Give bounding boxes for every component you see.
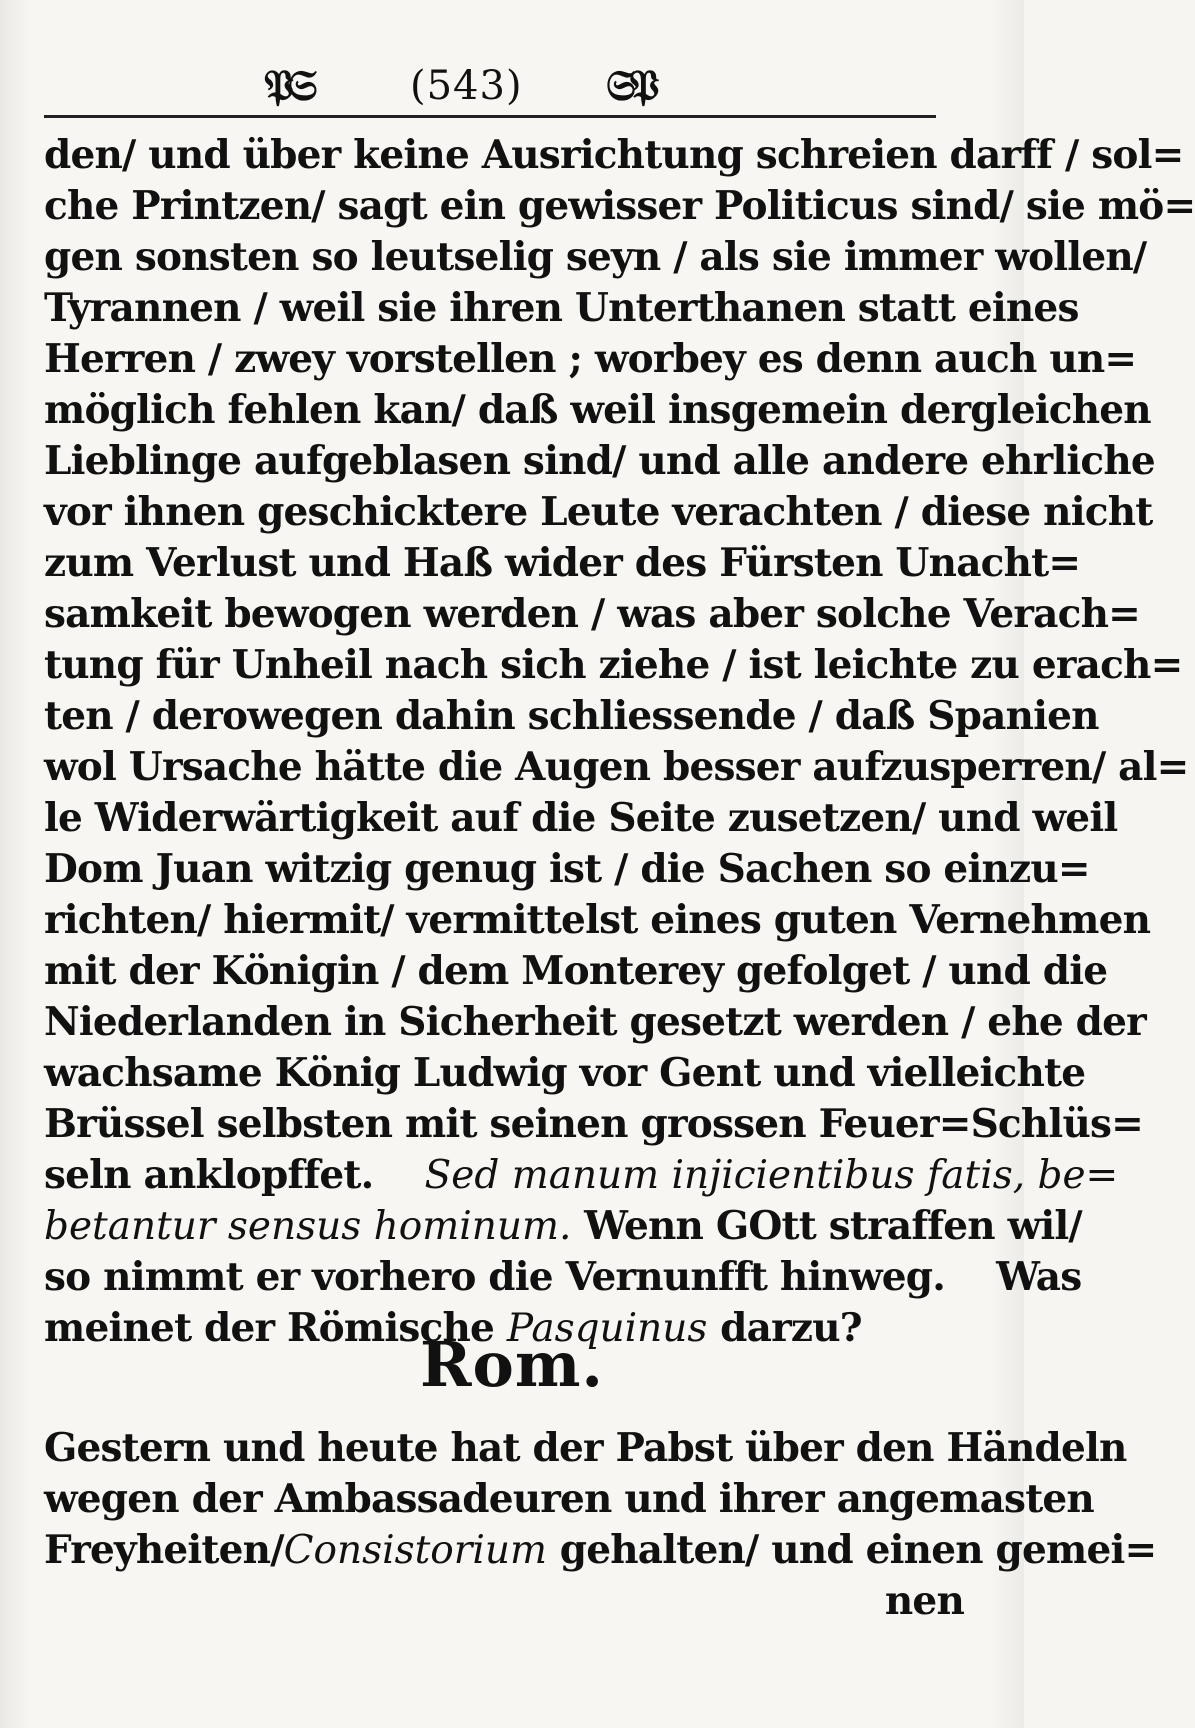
italic-term: Consistorium xyxy=(283,1528,547,1573)
text-line: Gestern und heute hat der Pabst über den Händeln xyxy=(44,1425,1127,1471)
ornament-left: 𝔓𝔖 xyxy=(264,61,312,110)
page-number: (543) xyxy=(410,63,523,109)
text-line: wegen der Ambassadeuren und ihrer angemasten xyxy=(44,1476,1094,1522)
text-line: Brüssel selbsten mit seinen grossen Feuer=Schlüs= xyxy=(44,1101,1144,1147)
catchword: nen xyxy=(884,1578,964,1624)
text-line: den/ und über keine Ausrichtung schreien darff / sol= xyxy=(44,132,1184,178)
text-segment: Wenn GOtt straffen wil/ xyxy=(584,1203,1082,1249)
text-line: möglich fehlen kan/ daß weil insgemein dergleichen xyxy=(44,387,1151,433)
page-header xyxy=(240,55,740,115)
text-block xyxy=(44,130,1195,1354)
text-line: wol Ursache hätte die Augen besser aufzusperren/ al= xyxy=(44,744,1189,790)
text-line: vor ihnen geschicktere Leute verachten / diese nicht xyxy=(44,489,1153,535)
text-line-mixed xyxy=(44,1201,1082,1252)
text-line: Tyrannen / weil sie ihren Unterthanen statt eines xyxy=(44,285,1079,331)
text-segment: Was xyxy=(996,1254,1082,1300)
text-line: le Widerwärtigkeit auf die Seite zusetzen/ und weil xyxy=(44,795,1118,841)
text-segment: seln anklopffet. xyxy=(44,1152,374,1198)
text-segment: meinet der Römische xyxy=(44,1305,495,1351)
text-line: Lieblinge aufgeblasen sind/ und alle andere ehrliche xyxy=(44,438,1155,484)
text-line: mit der Königin / dem Monterey gefolget / und die xyxy=(44,948,1108,994)
text-segment: darzu? xyxy=(720,1305,862,1351)
header-rule xyxy=(44,115,936,118)
text-line-mixed xyxy=(44,1252,1082,1303)
text-line-mixed xyxy=(44,1525,1157,1576)
text-line: samkeit bewogen werden / was aber solche Verach= xyxy=(44,591,1141,637)
text-segment: so nimmt er vorhero die Vernunfft hinweg. xyxy=(44,1254,945,1300)
text-line: Niederlanden in Sicherheit gesetzt werden / ehe der xyxy=(44,999,1146,1045)
text-line: wachsame König Ludwig vor Gent und vielleichte xyxy=(44,1050,1086,1096)
text-line-mixed xyxy=(44,1150,1119,1201)
ornament-right: 𝔖𝔓 xyxy=(606,61,654,110)
latin-quote: betantur sensus hominum. xyxy=(44,1204,572,1249)
text-segment: gehalten/ und einen gemei= xyxy=(559,1527,1157,1573)
text-line: zum Verlust und Haß wider des Fürsten Unacht= xyxy=(44,540,1081,586)
latin-quote: Sed manum injicientibus fatis, be= xyxy=(424,1153,1119,1198)
text-line: richten/ hiermit/ vermittelst eines guten Vernehmen xyxy=(44,897,1151,943)
text-line: Herren / zwey vorstellen ; worbey es denn auch un= xyxy=(44,336,1137,382)
section-heading: Rom. xyxy=(419,1328,605,1401)
text-segment: Freyheiten/ xyxy=(44,1527,284,1573)
text-line: gen sonsten so leutselig seyn / als sie immer wollen/ xyxy=(44,234,1147,280)
text-line: ten / derowegen dahin schliessende / daß Spanien xyxy=(44,693,1099,739)
text-line: che Printzen/ sagt ein gewisser Politicus sind/ sie mö= xyxy=(44,183,1195,229)
italic-name: Pasquinus xyxy=(506,1306,708,1351)
text-line: tung für Unheil nach sich ziehe / ist leichte zu erach= xyxy=(44,642,1183,688)
text-block-2 xyxy=(44,1423,1157,1627)
text-line: Dom Juan witzig genug ist / die Sachen so einzu= xyxy=(44,846,1090,892)
